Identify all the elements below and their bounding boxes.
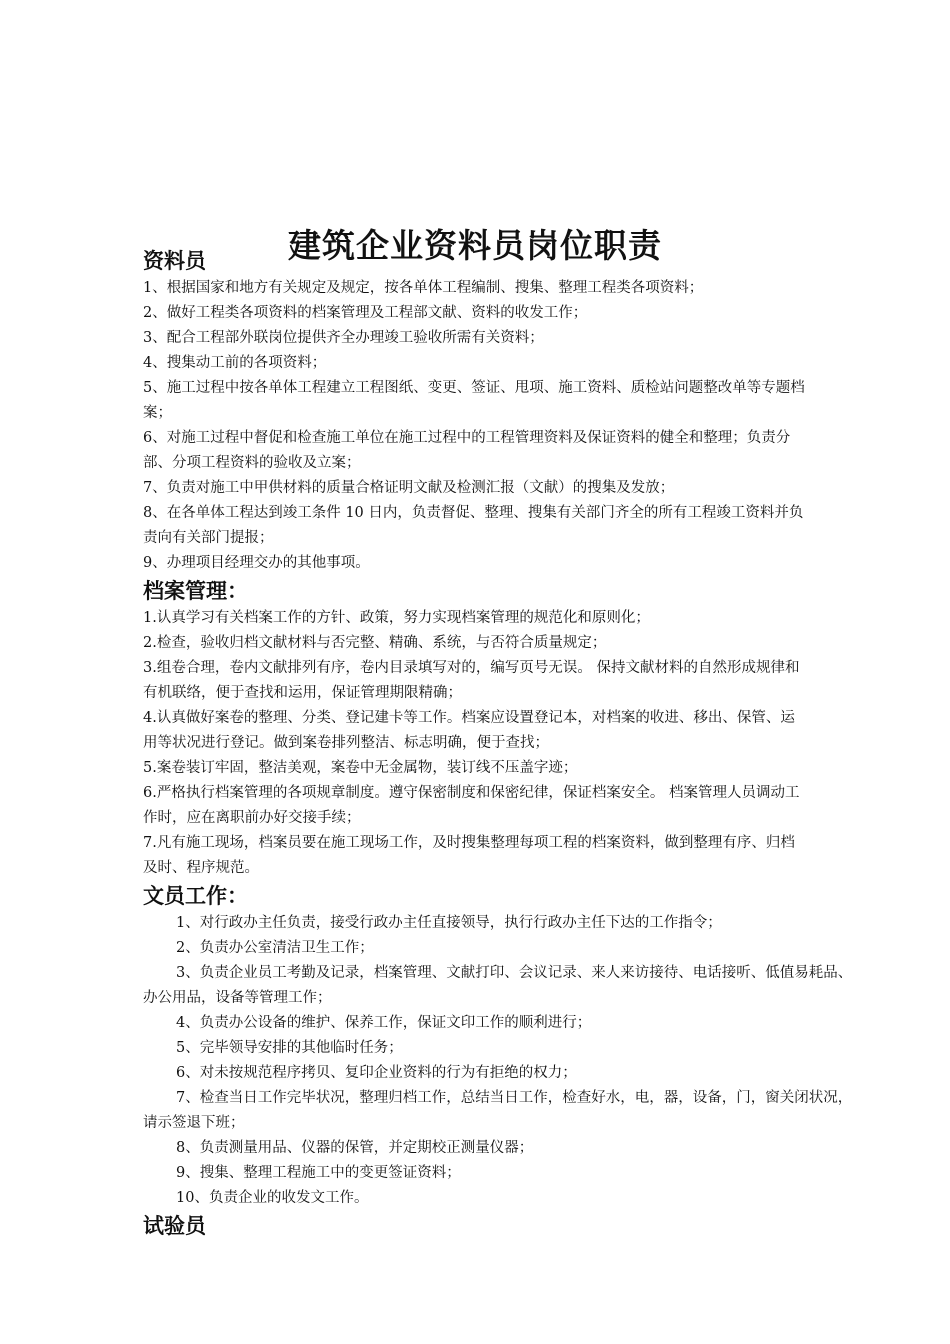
list-item: 6、对施工过程中督促和检查施工单位在施工过程中的工程管理资料及保证资料的健全和整理；负责分部、分项工程资料的验收及立案； (143, 430, 791, 471)
list-item: 8、负责测量用品、仪器的保管，并定期校正测量仪器； (176, 1140, 534, 1156)
list-item: 9、办理项目经理交办的其他事项。 (143, 555, 370, 571)
list-item: 6.严格执行档案管理的各项规章制度。遵守保密制度和保密纪律，保证档案安全。 档案管理人员调动工作时，应在离职前办好交接手续； (143, 785, 800, 826)
list-item: 3、负责企业员工考勤及记录，档案管理、文献打印、会议记录、来人来访接待、电话接听、低值易耗品、办公用品，设备等管理工作； (143, 965, 853, 1006)
list-item: 6、对未按规范程序拷贝、复印企业资料的行为有拒绝的权力； (176, 1065, 577, 1081)
list-item: 8、在各单体工程达到竣工条件 10 日内，负责督促、整理、搜集有关部门齐全的所有工程竣工资料并负责向有关部门提报； (143, 505, 804, 546)
section-heading-lab-technician: 试验员 (143, 1214, 206, 1238)
list-item: 7、负责对施工中甲供材料的质量合格证明文献及检测汇报（文献）的搜集及发放； (143, 480, 675, 496)
list-item: 4.认真做好案卷的整理、分类、登记建卡等工作。档案应设置登记本，对档案的收进、移出、保管、运用等状况进行登记。做到案卷排列整洁、标志明确，便于查找； (143, 710, 795, 751)
list-item: 7.凡有施工现场，档案员要在施工现场工作，及时搜集整理每项工程的档案资料，做到整理有序、归档及时、程序规范。 (143, 835, 795, 876)
data-clerk-duties-list (143, 276, 843, 576)
archive-management-list (143, 606, 843, 881)
list-item: 4、负责办公设备的维护、保养工作，保证文印工作的顺利进行； (176, 1015, 592, 1031)
list-item: 2.检查，验收归档文献材料与否完整、精确、系统，与否符合质量规定； (143, 635, 607, 651)
list-item: 1.认真学习有关档案工作的方针、政策，努力实现档案管理的规范化和原则化； (143, 610, 650, 626)
list-item: 3、配合工程部外联岗位提供齐全办理竣工验收所需有关资料； (143, 330, 544, 346)
list-item: 5、施工过程中按各单体工程建立工程图纸、变更、签证、甩项、施工资料、质检站问题整改单等专题档案； (143, 380, 805, 421)
document-title: 建筑企业资料员岗位职责 (288, 226, 662, 266)
section-heading-clerk-work: 文员工作： (143, 884, 248, 908)
clerk-work-list (143, 911, 853, 1211)
list-item: 3.组卷合理，卷内文献排列有序，卷内目录填写对的，编写页号无误。 保持文献材料的自然形成规律和有机联络，便于查找和运用，保证管理期限精确； (143, 660, 800, 701)
list-item: 7、检查当日工作完毕状况，整理归档工作，总结当日工作，检查好水，电，器，设备，门，窗关闭状况，请示签退下班； (143, 1090, 853, 1131)
list-item: 2、负责办公室清洁卫生工作； (176, 940, 374, 956)
list-item: 4、搜集动工前的各项资料； (143, 355, 327, 371)
list-item: 2、做好工程类各项资料的档案管理及工程部文献、资料的收发工作； (143, 305, 588, 321)
list-item: 5.案卷装订牢固，整洁美观，案卷中无金属物，装订线不压盖字迹； (143, 760, 578, 776)
list-item: 5、完毕领导安排的其他临时任务； (176, 1040, 403, 1056)
list-item: 10、负责企业的收发文工作。 (176, 1190, 369, 1206)
list-item: 1、对行政办主任负责，接受行政办主任直接领导，执行行政办主任下达的工作指令； (176, 915, 722, 931)
list-item: 9、搜集、整理工程施工中的变更签证资料； (176, 1165, 461, 1181)
document-body (143, 246, 853, 1241)
section-heading-data-clerk: 资料员 (143, 249, 206, 273)
section-heading-archive-management: 档案管理： (143, 579, 248, 603)
list-item: 1、根据国家和地方有关规定及规定，按各单体工程编制、搜集、整理工程类各项资料； (143, 280, 704, 296)
